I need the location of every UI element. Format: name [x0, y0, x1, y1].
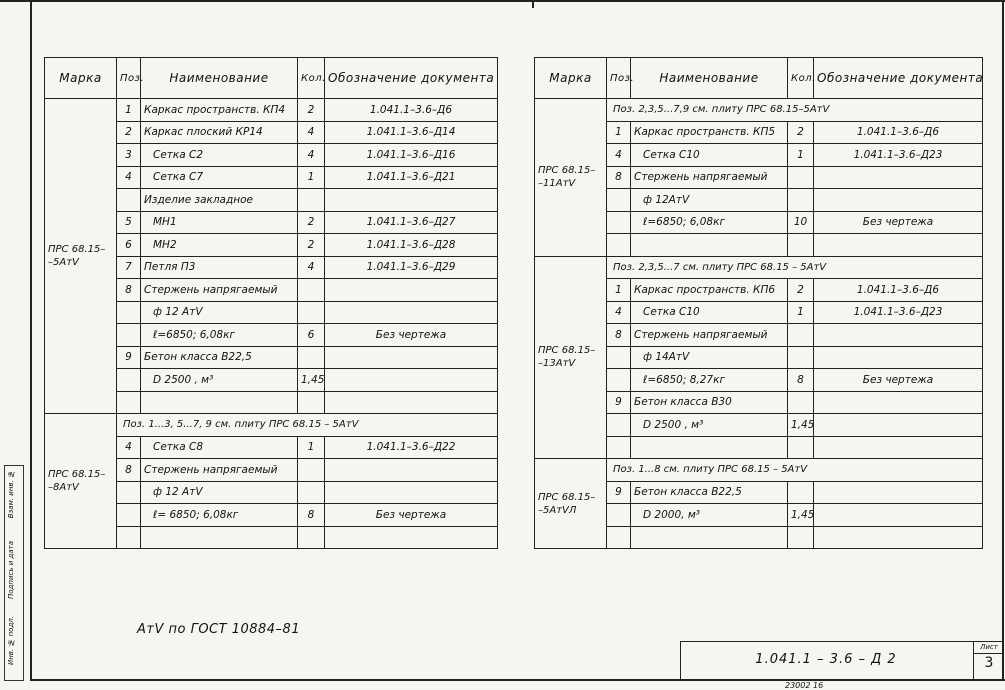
name-cell: D 2000, м³: [631, 504, 788, 527]
doc-cell: [325, 459, 498, 482]
name-cell: ф 12 АтⅤ: [141, 481, 298, 504]
left-header-row: [45, 58, 498, 99]
doc-cell: [814, 504, 983, 527]
sidebar-swap: Взам. инв. №: [7, 470, 15, 519]
name-cell: ф 12АтⅤ: [631, 189, 788, 212]
sheet-box: [973, 642, 1004, 680]
pos-cell: [607, 189, 631, 212]
qty-cell: 1,45: [298, 369, 325, 392]
pos-cell: [117, 526, 141, 549]
group-note: Поз. 1...8 см. плиту ПРС 68.15 – 5АтⅤ: [607, 459, 983, 482]
doc-cell: [325, 481, 498, 504]
frame-top-tick: [532, 0, 534, 8]
qty-cell: [298, 301, 325, 324]
name-cell: ф 14АтⅤ: [631, 346, 788, 369]
left-group-1: [45, 99, 498, 414]
pos-cell: [117, 369, 141, 392]
doc-cell: 1.041.1–3.6–Д23: [814, 301, 983, 324]
qty-cell: 4: [298, 121, 325, 144]
name-cell: Бетон класса В22,5: [141, 346, 298, 369]
qty-cell: 1: [788, 144, 814, 167]
pos-cell: [117, 481, 141, 504]
pos-cell: [117, 504, 141, 527]
header-pos: Поз.: [607, 58, 631, 99]
mark-cell: ПРС 68.15– –8АтⅤ: [45, 414, 117, 549]
name-cell: МН1: [141, 211, 298, 234]
qty-cell: 1: [298, 166, 325, 189]
qty-cell: 8: [788, 369, 814, 392]
mark-cell: ПРС 68.15– –11АтⅤ: [535, 99, 607, 257]
frame-left-line: [30, 0, 32, 681]
qty-cell: 4: [298, 144, 325, 167]
doc-cell: 1.041.1–3.6–Д21: [325, 166, 498, 189]
qty-cell: 6: [298, 324, 325, 347]
right-header-row: [535, 58, 983, 99]
doc-cell: [325, 301, 498, 324]
qty-cell: [788, 234, 814, 257]
footnote-gost: АтⅤ по ГОСТ 10884–81: [137, 622, 301, 637]
name-cell: Сетка С10: [631, 144, 788, 167]
name-cell: D 2500 , м³: [141, 369, 298, 392]
header-name: Наименование: [631, 58, 788, 99]
name-cell: МН2: [141, 234, 298, 257]
qty-cell: [298, 526, 325, 549]
qty-cell: 2: [788, 121, 814, 144]
pos-cell: [607, 436, 631, 459]
header-qty: Кол.: [788, 58, 814, 99]
group-note: Поз. 1...3, 5...7, 9 см. плиту ПРС 68.15 – 5АтⅤ: [117, 414, 498, 437]
name-cell: ℓ=6850; 6,08кг: [141, 324, 298, 347]
right-group-2: [535, 256, 983, 459]
sidebar-sign: Подпись и дата: [7, 541, 15, 599]
doc-cell: Без чертежа: [814, 211, 983, 234]
pos-cell: 9: [607, 481, 631, 504]
pos-cell: 4: [607, 301, 631, 324]
header-mark: Марка: [535, 58, 607, 99]
qty-cell: [788, 346, 814, 369]
pos-cell: 6: [117, 234, 141, 257]
doc-cell: 1.041.1–3.6–Д6: [814, 279, 983, 302]
pos-cell: 1: [607, 279, 631, 302]
qty-cell: [788, 391, 814, 414]
doc-cell: [814, 166, 983, 189]
pos-cell: [117, 189, 141, 212]
title-block-stamp: [680, 641, 1003, 680]
name-cell: Бетон класса В22,5: [631, 481, 788, 504]
name-cell: D 2500 , м³: [631, 414, 788, 437]
pos-cell: 9: [117, 346, 141, 369]
qty-cell: [788, 526, 814, 549]
name-cell: [141, 526, 298, 549]
doc-cell: [325, 279, 498, 302]
doc-cell: 1.041.1–3.6–Д6: [325, 99, 498, 122]
frame-top-line: [0, 0, 1005, 2]
qty-cell: 2: [298, 234, 325, 257]
left-group-2: [45, 414, 498, 549]
qty-cell: 4: [298, 256, 325, 279]
group-note-row: [535, 99, 983, 122]
sidebar-inv: Инв. № подл.: [7, 616, 15, 666]
qty-cell: 1,45: [788, 504, 814, 527]
below-stamp-text: 23002 16: [785, 681, 824, 690]
qty-cell: [298, 279, 325, 302]
header-qty: Кол.: [298, 58, 325, 99]
group-note-row: [535, 459, 983, 482]
right-group-1: [535, 99, 983, 257]
name-cell: Петля П3: [141, 256, 298, 279]
pos-cell: 9: [607, 391, 631, 414]
table-row: [45, 99, 498, 122]
qty-cell: [788, 189, 814, 212]
name-cell: [631, 234, 788, 257]
doc-cell: 1.041.1–3.6–Д29: [325, 256, 498, 279]
doc-cell: [814, 436, 983, 459]
doc-cell: [814, 324, 983, 347]
pos-cell: [607, 526, 631, 549]
pos-cell: 4: [607, 144, 631, 167]
frame-right-line: [1002, 0, 1004, 681]
name-cell: ф 12 АтⅤ: [141, 301, 298, 324]
header-doc: Обозначение документа: [325, 58, 498, 99]
pos-cell: [607, 504, 631, 527]
pos-cell: 3: [117, 144, 141, 167]
qty-cell: [298, 481, 325, 504]
doc-cell: 1.041.1–3.6–Д22: [325, 436, 498, 459]
doc-cell: [814, 346, 983, 369]
qty-cell: [298, 391, 325, 414]
name-cell: [631, 436, 788, 459]
pos-cell: 1: [117, 99, 141, 122]
name-cell: Сетка С2: [141, 144, 298, 167]
mark-cell: ПРС 68.15– –5АтⅤ: [45, 99, 117, 414]
qty-cell: [298, 459, 325, 482]
header-name: Наименование: [141, 58, 298, 99]
qty-cell: 2: [298, 99, 325, 122]
doc-cell: [814, 481, 983, 504]
name-cell: Каркас пространств. КП5: [631, 121, 788, 144]
doc-cell: Без чертежа: [814, 369, 983, 392]
name-cell: Бетон класса В30: [631, 391, 788, 414]
pos-cell: 4: [117, 166, 141, 189]
name-cell: Стержень напрягаемый: [141, 279, 298, 302]
name-cell: [141, 391, 298, 414]
pos-cell: [607, 346, 631, 369]
doc-cell: Без чертежа: [325, 504, 498, 527]
pos-cell: 8: [607, 324, 631, 347]
name-cell: ℓ=6850; 6,08кг: [631, 211, 788, 234]
doc-cell: [814, 189, 983, 212]
doc-cell: [814, 234, 983, 257]
name-cell: ℓ= 6850; 6,08кг: [141, 504, 298, 527]
pos-cell: [117, 324, 141, 347]
pos-cell: 5: [117, 211, 141, 234]
group-note: Поз. 2,3,5...7,9 см. плиту ПРС 68.15–5АтⅤ: [607, 99, 983, 122]
doc-cell: [325, 391, 498, 414]
right-group-3: [535, 459, 983, 549]
doc-cell: [325, 346, 498, 369]
mark-cell: ПРС 68.15– –13АтⅤ: [535, 256, 607, 459]
name-cell: Каркас пространств. КП4: [141, 99, 298, 122]
doc-cell: [325, 369, 498, 392]
qty-cell: 8: [298, 504, 325, 527]
name-cell: Стержень напрягаемый: [631, 166, 788, 189]
name-cell: Сетка С8: [141, 436, 298, 459]
name-cell: Каркас плоский КР14: [141, 121, 298, 144]
pos-cell: 1: [607, 121, 631, 144]
qty-cell: 1: [788, 301, 814, 324]
pos-cell: 8: [117, 279, 141, 302]
doc-cell: 1.041.1–3.6–Д23: [814, 144, 983, 167]
pos-cell: 7: [117, 256, 141, 279]
doc-cell: [325, 189, 498, 212]
qty-cell: [788, 324, 814, 347]
group-note-row: [535, 256, 983, 279]
group-note: Поз. 2,3,5...7 см. плиту ПРС 68.15 – 5АтⅤ: [607, 256, 983, 279]
qty-cell: 1,45: [788, 414, 814, 437]
header-mark: Марка: [45, 58, 117, 99]
sheet-label: Лист: [974, 643, 1004, 654]
doc-cell: [814, 526, 983, 549]
pos-cell: [607, 369, 631, 392]
document-code: 1.041.1 – 3.6 – Д 2: [755, 652, 897, 667]
doc-cell: [814, 391, 983, 414]
qty-cell: [788, 481, 814, 504]
qty-cell: [298, 346, 325, 369]
name-cell: Стержень напрягаемый: [141, 459, 298, 482]
qty-cell: 10: [788, 211, 814, 234]
pos-cell: [117, 391, 141, 414]
name-cell: Стержень напрягаемый: [631, 324, 788, 347]
header-pos: Поз.: [117, 58, 141, 99]
pos-cell: [117, 301, 141, 324]
pos-cell: 8: [607, 166, 631, 189]
name-cell: [631, 526, 788, 549]
name-cell: Сетка С10: [631, 301, 788, 324]
doc-cell: 1.041.1–3.6–Д6: [814, 121, 983, 144]
pos-cell: 8: [117, 459, 141, 482]
qty-cell: [788, 436, 814, 459]
name-cell: Изделие закладное: [141, 189, 298, 212]
qty-cell: 1: [298, 436, 325, 459]
doc-cell: [814, 414, 983, 437]
right-spec-table: [534, 57, 983, 549]
sheet-number: 3: [984, 655, 994, 671]
left-spec-table: [44, 57, 498, 549]
pos-cell: 4: [117, 436, 141, 459]
mark-cell: ПРС 68.15– –5АтⅤЛ: [535, 459, 607, 549]
doc-cell: 1.041.1–3.6–Д28: [325, 234, 498, 257]
name-cell: Сетка С7: [141, 166, 298, 189]
name-cell: Каркас пространств. КП6: [631, 279, 788, 302]
pos-cell: [607, 211, 631, 234]
name-cell: ℓ=6850; 8,27кг: [631, 369, 788, 392]
doc-cell: Без чертежа: [325, 324, 498, 347]
qty-cell: 2: [788, 279, 814, 302]
pos-cell: [607, 414, 631, 437]
doc-cell: 1.041.1–3.6–Д14: [325, 121, 498, 144]
doc-cell: [325, 526, 498, 549]
group-note-row: [45, 414, 498, 437]
pos-cell: [607, 234, 631, 257]
sidebar-stamp-strip: [4, 465, 24, 681]
qty-cell: [788, 166, 814, 189]
doc-cell: 1.041.1–3.6–Д16: [325, 144, 498, 167]
qty-cell: 2: [298, 211, 325, 234]
header-doc: Обозначение документа: [814, 58, 983, 99]
qty-cell: [298, 189, 325, 212]
doc-cell: 1.041.1–3.6–Д27: [325, 211, 498, 234]
pos-cell: 2: [117, 121, 141, 144]
